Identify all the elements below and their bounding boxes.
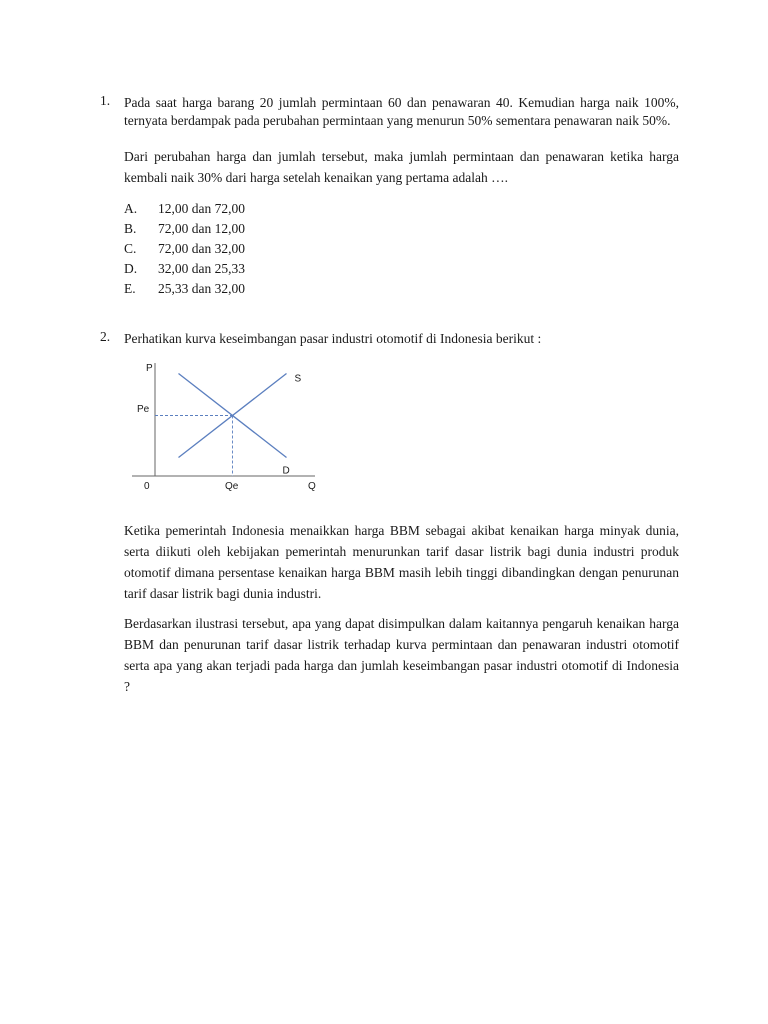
y-axis-label: P bbox=[146, 363, 153, 374]
question-text: Berdasarkan ilustrasi tersebut, apa yang dapat disimpulkan dalam kaitannya pengaruh kenaikan harga BBM dan penurunan tarif dasar listrik terhadap kurva permintaan dan penawaran industri otomotif serta apa yang akan terjadi pada harga dan jumlah keseimbangan pasar industri otomotif di Indonesia ? bbox=[124, 616, 679, 694]
question-number: 2. bbox=[100, 329, 111, 344]
option-e[interactable] bbox=[124, 279, 245, 299]
option-letter: E. bbox=[124, 281, 136, 296]
option-letter: A. bbox=[124, 201, 138, 216]
option-text: 72,00 dan 12,00 bbox=[158, 221, 245, 236]
option-letter: C. bbox=[124, 241, 137, 256]
option-b[interactable] bbox=[124, 219, 245, 239]
option-c[interactable] bbox=[124, 239, 245, 259]
market-equilibrium-chart bbox=[130, 358, 325, 498]
option-letter: D. bbox=[124, 261, 138, 276]
answer-options bbox=[124, 199, 245, 299]
curve-label-d: D bbox=[282, 465, 290, 477]
question-text: Ketika pemerintah Indonesia menaikkan harga BBM sebagai akibat kenaikan harga minyak dunia, serta diikuti oleh kebijakan pemerintah menurunkan tarif dasar listrik bagi dunia industri produk otomotif dimana persentase kenaikan harga BBM masih lebih tinggi dibandingkan dengan penurunan tarif dasar listrik bagi dunia industri. bbox=[124, 523, 679, 601]
equilibrium-price-label: Pe bbox=[137, 404, 150, 415]
option-text: 72,00 dan 32,00 bbox=[158, 241, 245, 256]
option-letter: B. bbox=[124, 221, 137, 236]
option-d[interactable] bbox=[124, 259, 245, 279]
x-axis-label: Q bbox=[308, 481, 316, 492]
question-text: Dari perubahan harga dan jumlah tersebut, maka jumlah permintaan dan penawaran ketika harga kembali naik 30% dari harga setelah kenaikan yang pertama adalah …. bbox=[124, 149, 679, 185]
curve-label-s: S bbox=[294, 373, 302, 385]
option-text: 12,00 dan 72,00 bbox=[158, 201, 245, 216]
question-number: 1. bbox=[100, 93, 111, 108]
question-text: Pada saat harga barang 20 jumlah permintaan 60 dan penawaran 40. Kemudian harga naik 100%, ternyata berdampak pada perubahan permintaan yang menurun 50% sementara penawaran naik 50%. bbox=[124, 95, 679, 128]
option-a[interactable] bbox=[124, 199, 245, 219]
origin-label: 0 bbox=[144, 481, 150, 492]
question-intro: Perhatikan kurva keseimbangan pasar industri otomotif di Indonesia berikut : bbox=[124, 331, 542, 346]
equilibrium-quantity-label: Qe bbox=[225, 481, 239, 492]
option-text: 32,00 dan 25,33 bbox=[158, 261, 245, 276]
option-text: 25,33 dan 32,00 bbox=[158, 281, 245, 296]
